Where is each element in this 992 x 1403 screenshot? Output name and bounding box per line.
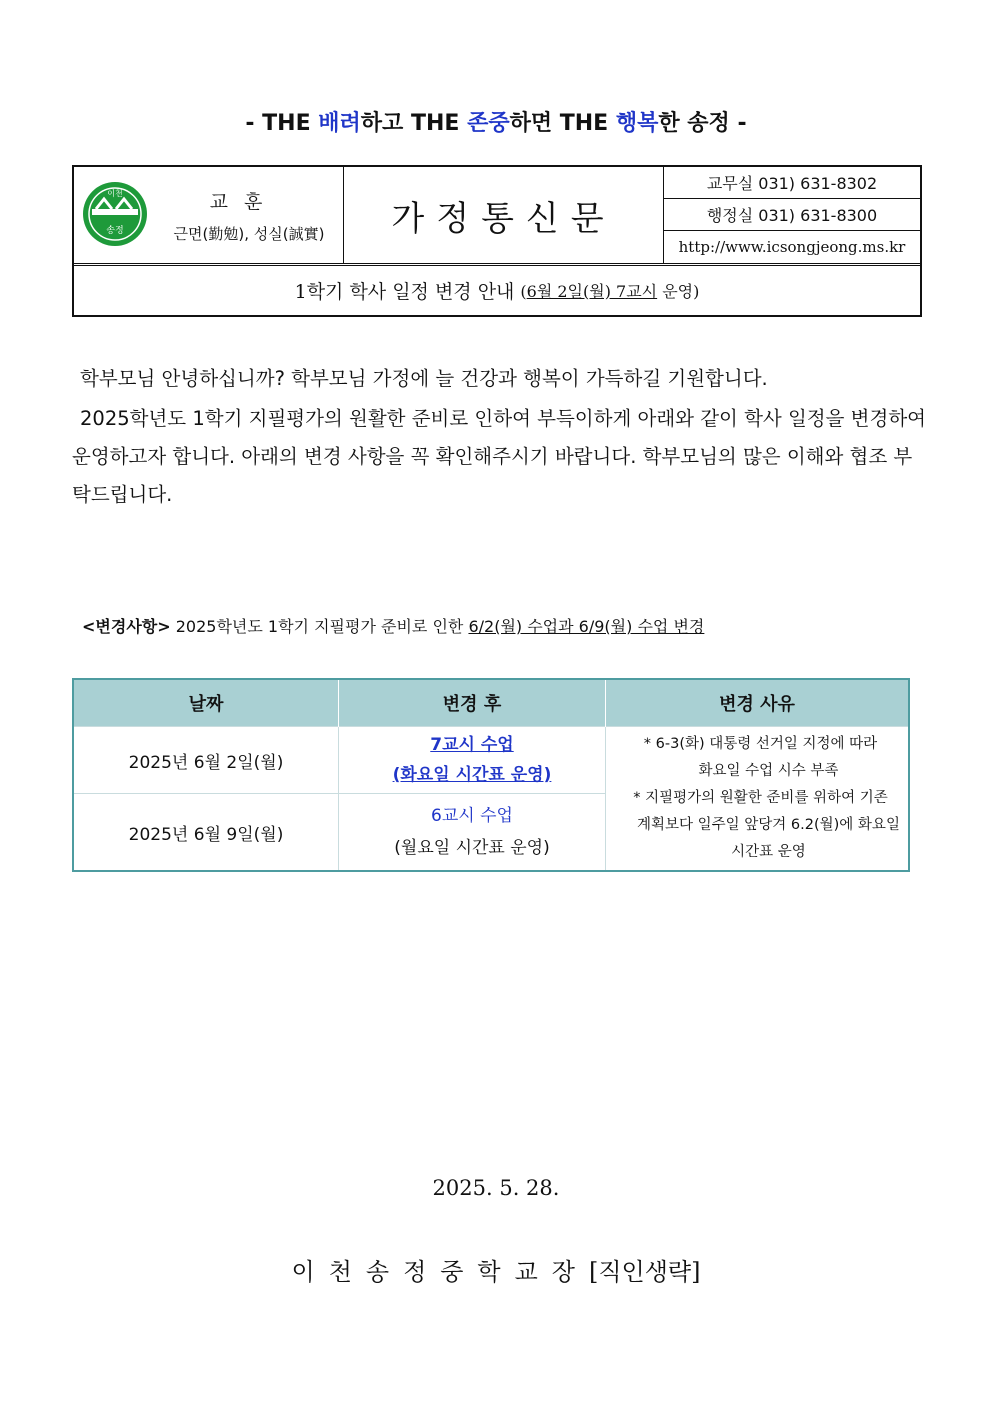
slogan-part: - THE (245, 111, 319, 136)
subject-detail (520, 279, 699, 302)
motto-text: 근면(勤勉), 성실(誠實) (173, 225, 325, 243)
change-label: <변경사항> (82, 617, 171, 636)
slogan-part: 하고 THE (360, 111, 468, 136)
slogan-keyword: 존중 (467, 111, 510, 136)
row-date: 2025년 6월 2일(월) (73, 727, 339, 794)
slogan-keyword: 행복 (615, 111, 659, 136)
reason-cell (606, 727, 910, 872)
row-after-line1: 6교시 수업 (431, 806, 513, 826)
reason-line: * 6-3(화) 대통령 선거일 지정에 따라 (643, 736, 878, 752)
change-summary (82, 614, 704, 637)
header-reason: 변경 사유 (606, 679, 910, 727)
schedule-table (72, 678, 910, 872)
slogan-part: 한 송정 - (658, 111, 747, 136)
slogan-part: 하면 THE (509, 111, 616, 136)
issue-date: 2025. 5. 28. (432, 1176, 560, 1200)
reason-line: 계획보다 일주일 앞당겨 6.2(월)에 화요일 (637, 817, 900, 833)
reason-line: 화요일 수업 시수 부족 (698, 763, 839, 779)
subject-main: 1학기 학사 일정 변경 안내 (294, 281, 515, 303)
header-after: 변경 후 (339, 679, 606, 727)
notice-paragraph: 2025학년도 1학기 지필평가의 원활한 준비로 인하여 부득이하게 아래와 같이 학사 일정을 변경하여 운영하고자 합니다. 아래의 변경 사항을 꼭 확인해주시기 바랍니다. 학부모님의 많은 이해와 협조 부탁드립니다. (72, 407, 927, 506)
header-date: 날짜 (73, 679, 339, 727)
row-after-line2: (화요일 시간표 운영) (392, 765, 552, 785)
change-text: 2025학년도 1학기 지필평가 준비로 인한 (170, 617, 469, 636)
row-after (339, 727, 606, 794)
motto-title: 교훈 (209, 191, 279, 213)
letter-title: 가정통신문 (344, 167, 664, 263)
seal-note: [직인생략] (589, 1258, 701, 1286)
website-link[interactable]: http://www.icsongjeong.ms.kr (678, 238, 906, 256)
subject-underlined: 6월 2일(월) 7교시 (526, 282, 658, 301)
slogan-keyword: 배려 (318, 111, 361, 136)
row-after (339, 794, 606, 872)
subject-open: ( (520, 282, 527, 301)
change-underlined: 6/2(월) 수업과 6/9(월) 수업 변경 (468, 617, 705, 636)
signature-line (0, 1252, 992, 1287)
reason-line: * 지필평가의 원활한 준비를 위하여 기존 (633, 790, 888, 806)
letter-header (72, 165, 922, 317)
row-after-line1: 7교시 수업 (430, 735, 514, 755)
table-header-row (73, 679, 909, 727)
row-after-line2: (월요일 시간표 운영) (394, 838, 550, 858)
logo-top-text: 이천 (107, 189, 123, 198)
logo-bottom-text: 송정 (106, 226, 124, 236)
school-slogan (0, 106, 992, 140)
phone-academic: 교무실 031) 631-8302 (664, 167, 920, 199)
phone-admin: 행정실 031) 631-8300 (664, 199, 920, 231)
school-principal: 이천송정중학교장 (291, 1258, 589, 1286)
subject-rest: 운영) (657, 282, 700, 301)
school-logo-icon (82, 181, 148, 247)
contact-cell (664, 167, 920, 263)
letter-subject (74, 263, 920, 315)
row-date: 2025년 6월 9일(월) (73, 794, 339, 872)
table-row (73, 727, 909, 794)
motto-cell (74, 167, 344, 263)
greeting-paragraph: 학부모님 안녕하십니까? 학부모님 가정에 늘 건강과 행복이 가득하길 기원합니다. (80, 367, 768, 390)
reason-line: 시간표 운영 (731, 844, 806, 860)
